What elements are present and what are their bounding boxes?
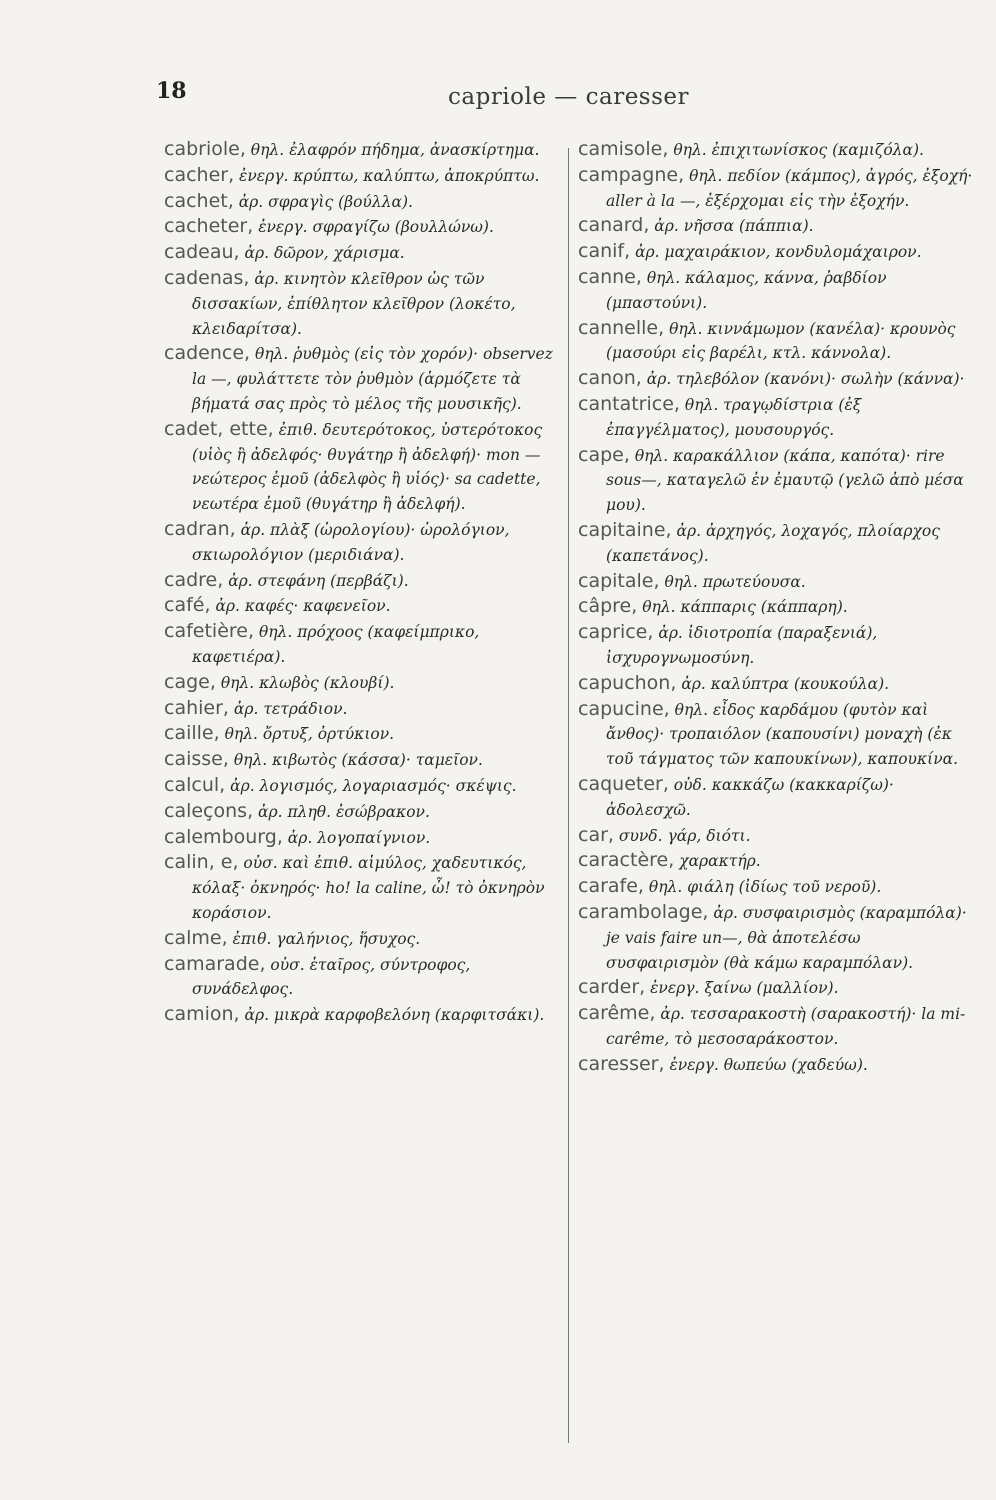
definition: ἀρ. ἰδιοτροπία (παραξενιά), ἰσχυρογνωμοσύνη. (606, 624, 878, 667)
headword: capucine, (578, 697, 670, 720)
dictionary-entry (164, 670, 562, 696)
definition: θηλ. φιάλη (ἰδίως τοῦ νεροῦ). (643, 878, 882, 897)
headword: caqueter, (578, 772, 669, 795)
definition: ἀρ. μαχαιράκιον, κονδυλομάχαιρον. (630, 243, 922, 262)
definition: ἀρ. σφραγὶς (βούλλα). (233, 192, 413, 211)
definition: θηλ. κάλαμος, κάννα, ῥαβδίον (μπαστούνι). (606, 268, 887, 312)
definition: ἀρ. τετράδιον. (228, 699, 348, 718)
headword: camion, (164, 1003, 240, 1026)
dictionary-entry (164, 240, 562, 266)
definition: ἀρ. πληθ. ἐσώβρακον. (253, 802, 430, 821)
dictionary-entry (578, 848, 976, 874)
dictionary-entry (578, 137, 976, 163)
left-column (164, 137, 562, 1028)
headword: câpre, (578, 595, 638, 618)
definition: θηλ. τραγῳδίστρια (ἐξ ἐπαγγέλματος), μουσουργός. (606, 395, 862, 439)
definition: θηλ. ὄρτυξ, ὀρτύκιον. (219, 725, 395, 744)
headword: cachet, (164, 189, 234, 212)
headword: cabriole, (164, 138, 246, 160)
headword: café, (164, 594, 211, 617)
headword: caprice, (578, 621, 654, 644)
dictionary-entry (164, 417, 562, 517)
right-column (578, 137, 976, 1077)
headword: caille, (164, 722, 220, 745)
dictionary-entry (578, 518, 976, 569)
definition: ἀρ. κινητὸν κλεῖθρον ὡς τῶν δισσακίων, ἐπίθλητον κλεῖθρον (λοκέτο, κλειδαρίτσα). (192, 269, 516, 338)
dictionary-entry (164, 1002, 562, 1028)
headword: cadence, (164, 342, 251, 365)
dictionary-entry (164, 619, 562, 670)
definition: ἀρ. ἀρχηγός, λοχαγός, πλοίαρχος (καπετάνος). (606, 521, 940, 565)
dictionary-entry (578, 697, 976, 772)
headword: carder, (578, 976, 646, 999)
running-head: capriole — caresser (448, 84, 690, 110)
dictionary-entry (578, 213, 976, 239)
dictionary-entry (578, 366, 976, 392)
headword: cadre, (164, 568, 224, 591)
dictionary-entry (164, 721, 562, 747)
definition: ἐπιθ. γαλήνιος, ἥσυχος. (227, 929, 421, 948)
dictionary-entry (578, 392, 976, 443)
dictionary-entry (578, 671, 976, 697)
headword: camarade, (164, 952, 266, 975)
definition: ἐνεργ. ξαίνω (μαλλίον). (645, 979, 839, 998)
dictionary-entry (578, 620, 976, 671)
dictionary-entry (164, 341, 562, 416)
definition: οὐδ. κακκάζω (κακκαρίζω)· ἀδολεσχῶ. (606, 775, 894, 819)
dictionary-entry (578, 265, 976, 316)
definition: ἀρ. καλύπτρα (κουκούλα). (676, 674, 890, 693)
definition: θηλ. εἶδος καρδάμου (φυτὸν καὶ ἄνθος)· τροπαιόλον (καπουσίνι) μοναχὴ (ἐκ τοῦ τάγματος τῶν καπουκίνων), καπουκίνα. (606, 700, 959, 769)
dictionary-entry (164, 214, 562, 240)
headword: calcul, (164, 773, 226, 796)
definition: ἐπιθ. δευτερότοκος, ὑστερότοκος (υἱὸς ἢ ἀδελφός· θυγάτηρ ἢ ἀδελφή)· mon — νεώτερος ἐμοῦ (ἀδελφὸς ἢ υἱός)· sa cadette, νεωτέρα ἐμοῦ (θυγάτηρ ἢ ἀδελφή). (192, 420, 543, 514)
headword: cadet, ette, (164, 417, 274, 440)
headword: canne, (578, 265, 642, 288)
dictionary-entry (578, 975, 976, 1001)
definition: θηλ. κλωβὸς (κλουβί). (215, 673, 395, 692)
dictionary-entry (164, 593, 562, 619)
definition: ἀρ. λογισμός, λογαριασμός· σκέψις. (225, 776, 517, 795)
headword: capuchon, (578, 671, 677, 694)
definition: ἀρ. δῶρον, χάρισμα. (239, 244, 405, 263)
dictionary-entry (578, 823, 976, 849)
definition: ἀρ. νῆσσα (πάππια). (649, 217, 814, 236)
definition: χαρακτήρ. (674, 852, 761, 871)
definition: ἀρ. καφές· καφενεῖον. (210, 597, 391, 616)
headword: caractère, (578, 849, 675, 872)
headword: carambolage, (578, 900, 709, 923)
definition: θηλ. πρόχοος (καφείμπρικο, καφετιέρα). (192, 623, 480, 666)
definition: θηλ. κιβωτὸς (κάσσα)· ταμεῖον. (228, 751, 483, 770)
headword: caleçons, (164, 799, 254, 822)
dictionary-entry (164, 926, 562, 952)
definition: θηλ. ἐλαφρόν πήδημα, ἀνασκίρτημα. (245, 141, 540, 159)
headword: cadran, (164, 517, 236, 540)
headword: calme, (164, 926, 228, 949)
definition: ἐνεργ. κρύπτω, καλύπτω, ἀποκρύπτω. (234, 166, 540, 185)
dictionary-entry (578, 594, 976, 620)
definition: ἐνεργ. σφραγίζω (βουλλώνω). (253, 218, 494, 237)
definition: θηλ. πεδίον (κάμπος), ἀγρός, ἐξοχή· aller à la —, ἐξέρχομαι εἰς τὴν ἐξοχήν. (606, 166, 973, 210)
definition: ἀρ. πλὰξ (ὡρολογίου)· ὡρολόγιον, σκιωρολόγιον (μεριδιάνα). (192, 520, 510, 564)
dictionary-entry (578, 1052, 976, 1078)
dictionary-entry (164, 773, 562, 799)
headword: cacher, (164, 163, 235, 186)
dictionary-entry (578, 772, 976, 823)
definition: ἀρ. μικρὰ καρφοβελόνη (καρφιτσάκι). (239, 1006, 545, 1025)
dictionary-entry (578, 1001, 976, 1052)
definition: οὐσ. ἑταῖρος, σύντροφος, συνάδελφος. (192, 955, 471, 999)
dictionary-entry (578, 900, 976, 975)
dictionary-entry (164, 266, 562, 341)
headword: cannelle, (578, 316, 665, 339)
headword: cafetière, (164, 620, 255, 643)
definition: θηλ. ἐπιχιτωνίσκος (καμιζόλα). (668, 141, 924, 159)
definition: ἀρ. λογοπαίγνιον. (282, 828, 431, 847)
headword: carafe, (578, 875, 644, 898)
dictionary-entry (578, 569, 976, 595)
definition: ἀρ. συσφαιρισμὸς (καραμπόλα)· je vais faire un—, θὰ ἀποτελέσω συσφαιρισμὸν (θὰ κάμω καραμπόλαν). (606, 903, 967, 972)
headword: carême, (578, 1002, 656, 1025)
headword: capitaine, (578, 518, 672, 541)
definition: θηλ. κιννάμωμον (κανέλα)· κρουνὸς (μασούρι εἰς βαρέλι, κτλ. κάννολα). (606, 319, 956, 363)
definition: θηλ. πρωτεύουσα. (659, 572, 806, 591)
dictionary-entry (578, 163, 976, 214)
dictionary-entry (164, 696, 562, 722)
headword: canif, (578, 240, 631, 263)
headword: canard, (578, 214, 650, 237)
dictionary-entry (578, 443, 976, 518)
definition: συνδ. γάρ, διότι. (613, 826, 751, 845)
dictionary-entry (164, 517, 562, 568)
headword: caisse, (164, 748, 229, 771)
definition: θηλ. ῥυθμὸς (εἰς τὸν χορόν)· observez la —, φυλάττετε τὸν ῥυθμὸν (ἁρμόζετε τὰ βήματά σας πρὸς τὸ μέλος τῆς μουσικῆς). (192, 345, 553, 413)
headword: caresser, (578, 1052, 665, 1075)
headword: cantatrice, (578, 392, 680, 415)
headword: cage, (164, 670, 216, 693)
dictionary-entry (578, 316, 976, 367)
headword: cadenas, (164, 266, 250, 289)
headword: cahier, (164, 696, 229, 719)
headword: cadeau, (164, 241, 240, 264)
headword: car, (578, 823, 614, 846)
dictionary-entry (164, 850, 562, 925)
dictionary-entry (164, 825, 562, 851)
page-number: 18 (156, 78, 187, 104)
dictionary-entry (164, 799, 562, 825)
dictionary-entry (578, 239, 976, 265)
definition: ἀρ. τηλεβόλον (κανόνι)· σωλὴν (κάννα)· (641, 370, 965, 389)
headword: calin, e, (164, 851, 239, 874)
definition: οὐσ. καὶ ἐπιθ. αἱμύλος, χαδευτικός, κόλαξ· ὀκνηρός· ho! la caline, ὦ! τὸ ὀκνηρὸν κοράσιον. (192, 854, 545, 922)
headword: capitale, (578, 569, 660, 592)
headword: camisole, (578, 138, 669, 160)
headword: canon, (578, 367, 642, 390)
definition: θηλ. κάππαρις (κάππαρη). (637, 598, 848, 617)
definition: ἐνεργ. θωπεύω (χαδεύω). (664, 1055, 868, 1074)
dictionary-entry (164, 189, 562, 215)
dictionary-entry (578, 874, 976, 900)
definition: θηλ. καρακάλλιον (κάπα, καπότα)· rire sous—, καταγελῶ ἐν ἐμαυτῷ (γελῶ ἀπὸ μέσα μου). (606, 446, 964, 515)
dictionary-entry (164, 568, 562, 594)
dictionary-entry (164, 952, 562, 1003)
definition: ἀρ. τεσσαρακοστὴ (σαρακοστή)· la mi-carême, τὸ μεσοσαράκοστον. (606, 1005, 966, 1048)
definition: ἀρ. στεφάνη (περβάζι). (223, 571, 409, 590)
headword: cape, (578, 443, 630, 466)
headword: calembourg, (164, 825, 283, 848)
dictionary-entry (164, 137, 562, 163)
dictionary-entry (164, 747, 562, 773)
column-divider (568, 148, 569, 1443)
headword: cacheter, (164, 215, 254, 238)
headword: campagne, (578, 163, 685, 186)
dictionary-entry (164, 163, 562, 189)
